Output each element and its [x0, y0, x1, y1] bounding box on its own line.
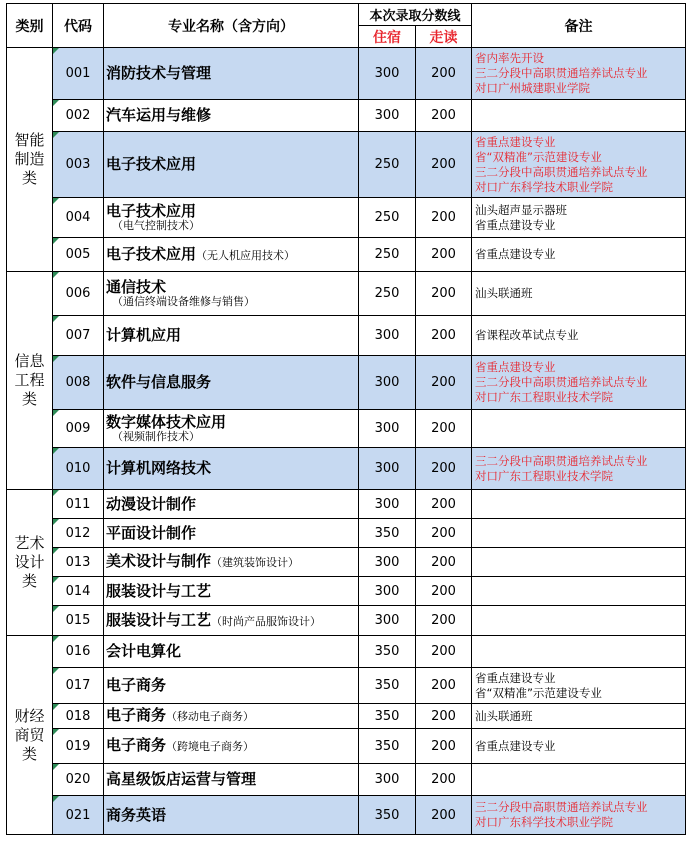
- major-code: 005: [53, 238, 104, 272]
- score-day: 200: [416, 577, 472, 606]
- remark-cell: [472, 548, 686, 577]
- major-code: 004: [53, 198, 104, 238]
- major-code: 006: [53, 272, 104, 316]
- header-score-group: 本次录取分数线: [359, 4, 472, 26]
- score-boarding: 350: [359, 519, 416, 548]
- score-day: 200: [416, 448, 472, 490]
- major-name-cell: [104, 272, 359, 316]
- remark-line: 三二分段中高职贯通培养试点专业: [475, 164, 648, 179]
- remark-line: 对口广东工程职业技术学院: [475, 468, 614, 483]
- score-day: 200: [416, 548, 472, 577]
- major-name-cell: [104, 490, 359, 519]
- major-name-cell: [104, 100, 359, 132]
- remark-line: 汕头联通班: [475, 708, 533, 723]
- remark-cell: [472, 704, 686, 729]
- major-name-cell: [104, 238, 359, 272]
- major-code: 003: [53, 132, 104, 198]
- major-name-cell: [104, 764, 359, 796]
- header-boarding: 住宿: [359, 26, 416, 48]
- major-name: 消防技术与管理: [106, 64, 212, 82]
- major-code: 011: [53, 490, 104, 519]
- score-day: 200: [416, 636, 472, 668]
- major-name: 高星级饭店运营与管理: [106, 770, 257, 788]
- major-name: 服装设计与工艺: [106, 610, 212, 629]
- major-code: 020: [53, 764, 104, 796]
- score-boarding: 300: [359, 548, 416, 577]
- remark-cell: [472, 48, 686, 100]
- major-code: 008: [53, 356, 104, 410]
- table-row: [7, 577, 686, 606]
- major-name-cell: [104, 636, 359, 668]
- score-day: 200: [416, 490, 472, 519]
- major-name: 平面设计制作: [106, 523, 197, 542]
- score-day: 200: [416, 606, 472, 636]
- score-day: 200: [416, 796, 472, 835]
- table-row: [7, 272, 686, 316]
- score-boarding: 250: [359, 272, 416, 316]
- major-direction: （跨境电子商务）: [166, 740, 255, 753]
- major-code: 015: [53, 606, 104, 636]
- score-boarding: 250: [359, 132, 416, 198]
- table-row: [7, 132, 686, 198]
- score-boarding: 350: [359, 668, 416, 704]
- score-day: 200: [416, 519, 472, 548]
- major-code: 018: [53, 704, 104, 729]
- score-boarding: 300: [359, 316, 416, 356]
- category-label: 艺术 设计 类: [14, 534, 45, 590]
- score-boarding: 300: [359, 606, 416, 636]
- major-direction: （时尚产品服饰设计）: [211, 614, 322, 628]
- table-row: [7, 668, 686, 704]
- major-name: 软件与信息服务: [106, 373, 212, 391]
- category-cell: [7, 636, 53, 835]
- major-name: 汽车运用与维修: [106, 106, 212, 124]
- score-boarding: 300: [359, 577, 416, 606]
- major-code: 012: [53, 519, 104, 548]
- remark-cell: [472, 132, 686, 198]
- score-day: 200: [416, 729, 472, 764]
- remark-cell: [472, 729, 686, 764]
- remark-line: 对口广东科学技术职业学院: [475, 815, 614, 829]
- score-boarding: 300: [359, 48, 416, 100]
- major-name: 动漫设计制作: [106, 494, 197, 513]
- major-code: 002: [53, 100, 104, 132]
- major-name-cell: [104, 668, 359, 704]
- table-row: [7, 490, 686, 519]
- major-code: 007: [53, 316, 104, 356]
- major-name: 计算机应用: [106, 326, 182, 344]
- major-name-cell: [104, 48, 359, 100]
- remark-cell: [472, 490, 686, 519]
- major-name: 数字媒体技术应用: [106, 413, 227, 431]
- remark-line: 省重点建设专业: [475, 134, 556, 149]
- remark-cell: [472, 356, 686, 410]
- remark-line: 对口广东工程职业技术学院: [475, 390, 614, 404]
- table-row: [7, 356, 686, 410]
- score-boarding: 350: [359, 796, 416, 835]
- major-direction: （通信终端设备维修与销售）: [112, 295, 255, 308]
- remark-cell: [472, 198, 686, 238]
- category-label: 信息 工程 类: [14, 352, 45, 408]
- score-day: 200: [416, 316, 472, 356]
- remark-line: 省重点建设专业: [475, 670, 556, 685]
- major-name: 电子技术应用: [106, 244, 197, 263]
- table-row: [7, 100, 686, 132]
- major-direction: （建筑装饰设计）: [211, 556, 300, 569]
- remark-cell: [472, 272, 686, 316]
- table-row: [7, 796, 686, 835]
- remark-line: 省重点建设专业: [475, 360, 556, 374]
- remark-cell: [472, 410, 686, 448]
- major-code: 016: [53, 636, 104, 668]
- score-boarding: 250: [359, 198, 416, 238]
- major-name-cell: [104, 132, 359, 198]
- major-name: 电子技术应用: [106, 155, 197, 173]
- major-name-cell: [104, 519, 359, 548]
- score-boarding: 300: [359, 410, 416, 448]
- major-code: 021: [53, 796, 104, 835]
- major-name-cell: [104, 577, 359, 606]
- remark-line: 省“双精准”示范建设专业: [475, 685, 602, 700]
- score-boarding: 300: [359, 448, 416, 490]
- category-label: 财经 商贸 类: [14, 706, 45, 763]
- remark-line: 汕头联通班: [475, 286, 533, 300]
- major-name-cell: [104, 410, 359, 448]
- score-boarding: 350: [359, 729, 416, 764]
- major-name-cell: [104, 796, 359, 835]
- header-day: 走读: [416, 26, 472, 48]
- major-direction: （电气控制技术）: [112, 219, 200, 232]
- table-row: [7, 606, 686, 636]
- major-name-cell: [104, 448, 359, 490]
- remark-line: 三二分段中高职贯通培养试点专业: [475, 66, 648, 80]
- table-row: [7, 316, 686, 356]
- major-code: 001: [53, 48, 104, 100]
- major-code: 009: [53, 410, 104, 448]
- table-body: [7, 48, 686, 835]
- remark-line: 汕头超声显示器班: [475, 202, 568, 217]
- score-day: 200: [416, 704, 472, 729]
- table-row: [7, 548, 686, 577]
- table-row: [7, 238, 686, 272]
- table-row: [7, 448, 686, 490]
- remark-line: 省内率先开设: [475, 51, 545, 65]
- remark-cell: [472, 316, 686, 356]
- remark-line: 省重点建设专业: [475, 217, 556, 232]
- major-name: 会计电算化: [106, 642, 182, 660]
- admission-score-table: [6, 3, 686, 835]
- major-name-cell: [104, 316, 359, 356]
- header-major: 专业名称（含方向）: [104, 4, 359, 48]
- table-row: [7, 729, 686, 764]
- remark-line: 三二分段中高职贯通培养试点专业: [475, 375, 648, 389]
- remark-line: 省“双精准”示范建设专业: [475, 149, 602, 164]
- remark-line: 省课程改革试点专业: [475, 328, 579, 342]
- table-row: [7, 410, 686, 448]
- remark-line: 对口广州城建职业学院: [475, 81, 591, 95]
- score-boarding: 350: [359, 704, 416, 729]
- remark-cell: [472, 100, 686, 132]
- remark-cell: [472, 577, 686, 606]
- category-cell: [7, 48, 53, 272]
- major-name-cell: [104, 729, 359, 764]
- major-name-cell: [104, 198, 359, 238]
- major-code: 014: [53, 577, 104, 606]
- major-direction: （移动电子商务）: [166, 710, 255, 723]
- score-day: 200: [416, 238, 472, 272]
- major-name: 电子商务: [106, 706, 167, 724]
- header-category: 类别: [7, 4, 53, 48]
- table-row: [7, 704, 686, 729]
- remark-cell: [472, 519, 686, 548]
- score-day: 200: [416, 100, 472, 132]
- major-name-cell: [104, 704, 359, 729]
- score-day: 200: [416, 356, 472, 410]
- remark-cell: [472, 238, 686, 272]
- score-boarding: 300: [359, 100, 416, 132]
- score-boarding: 300: [359, 764, 416, 796]
- major-code: 010: [53, 448, 104, 490]
- major-name: 电子商务: [106, 736, 167, 754]
- remark-line: 省重点建设专业: [475, 247, 556, 261]
- score-day: 200: [416, 668, 472, 704]
- remark-cell: [472, 796, 686, 835]
- major-name: 商务英语: [106, 805, 167, 824]
- table-row: [7, 519, 686, 548]
- major-code: 019: [53, 729, 104, 764]
- remark-cell: [472, 668, 686, 704]
- remark-line: 三二分段中高职贯通培养试点专业: [475, 453, 648, 468]
- major-code: 013: [53, 548, 104, 577]
- major-name-cell: [104, 548, 359, 577]
- score-boarding: 300: [359, 490, 416, 519]
- major-code: 017: [53, 668, 104, 704]
- remark-line: 省重点建设专业: [475, 738, 556, 753]
- table-row: [7, 636, 686, 668]
- score-day: 200: [416, 198, 472, 238]
- category-cell: [7, 272, 53, 490]
- major-name: 计算机网络技术: [106, 459, 212, 477]
- score-day: 200: [416, 764, 472, 796]
- header-code: 代码: [53, 4, 104, 48]
- major-name: 电子商务: [106, 676, 167, 694]
- major-direction: （视频制作技术）: [112, 430, 200, 443]
- remark-cell: [472, 764, 686, 796]
- major-name-cell: [104, 356, 359, 410]
- remark-cell: [472, 606, 686, 636]
- header-remark: 备注: [472, 4, 686, 48]
- major-name: 电子技术应用: [106, 202, 197, 220]
- remark-cell: [472, 448, 686, 490]
- major-name: 美术设计与制作: [106, 552, 212, 570]
- remark-line: 对口广东科学技术职业学院: [475, 179, 614, 194]
- major-name: 服装设计与工艺: [106, 581, 212, 600]
- score-day: 200: [416, 410, 472, 448]
- score-boarding: 300: [359, 356, 416, 410]
- score-day: 200: [416, 132, 472, 198]
- remark-line: 三二分段中高职贯通培养试点专业: [475, 800, 648, 814]
- score-day: 200: [416, 48, 472, 100]
- category-cell: [7, 490, 53, 636]
- table-row: [7, 48, 686, 100]
- score-boarding: 350: [359, 636, 416, 668]
- remark-cell: [472, 636, 686, 668]
- table-row: [7, 764, 686, 796]
- major-direction: （无人机应用技术）: [196, 248, 296, 262]
- table-row: [7, 198, 686, 238]
- major-name: 通信技术: [106, 278, 167, 296]
- score-day: 200: [416, 272, 472, 316]
- category-label: 智能 制造 类: [14, 131, 45, 187]
- score-boarding: 250: [359, 238, 416, 272]
- major-name-cell: [104, 606, 359, 636]
